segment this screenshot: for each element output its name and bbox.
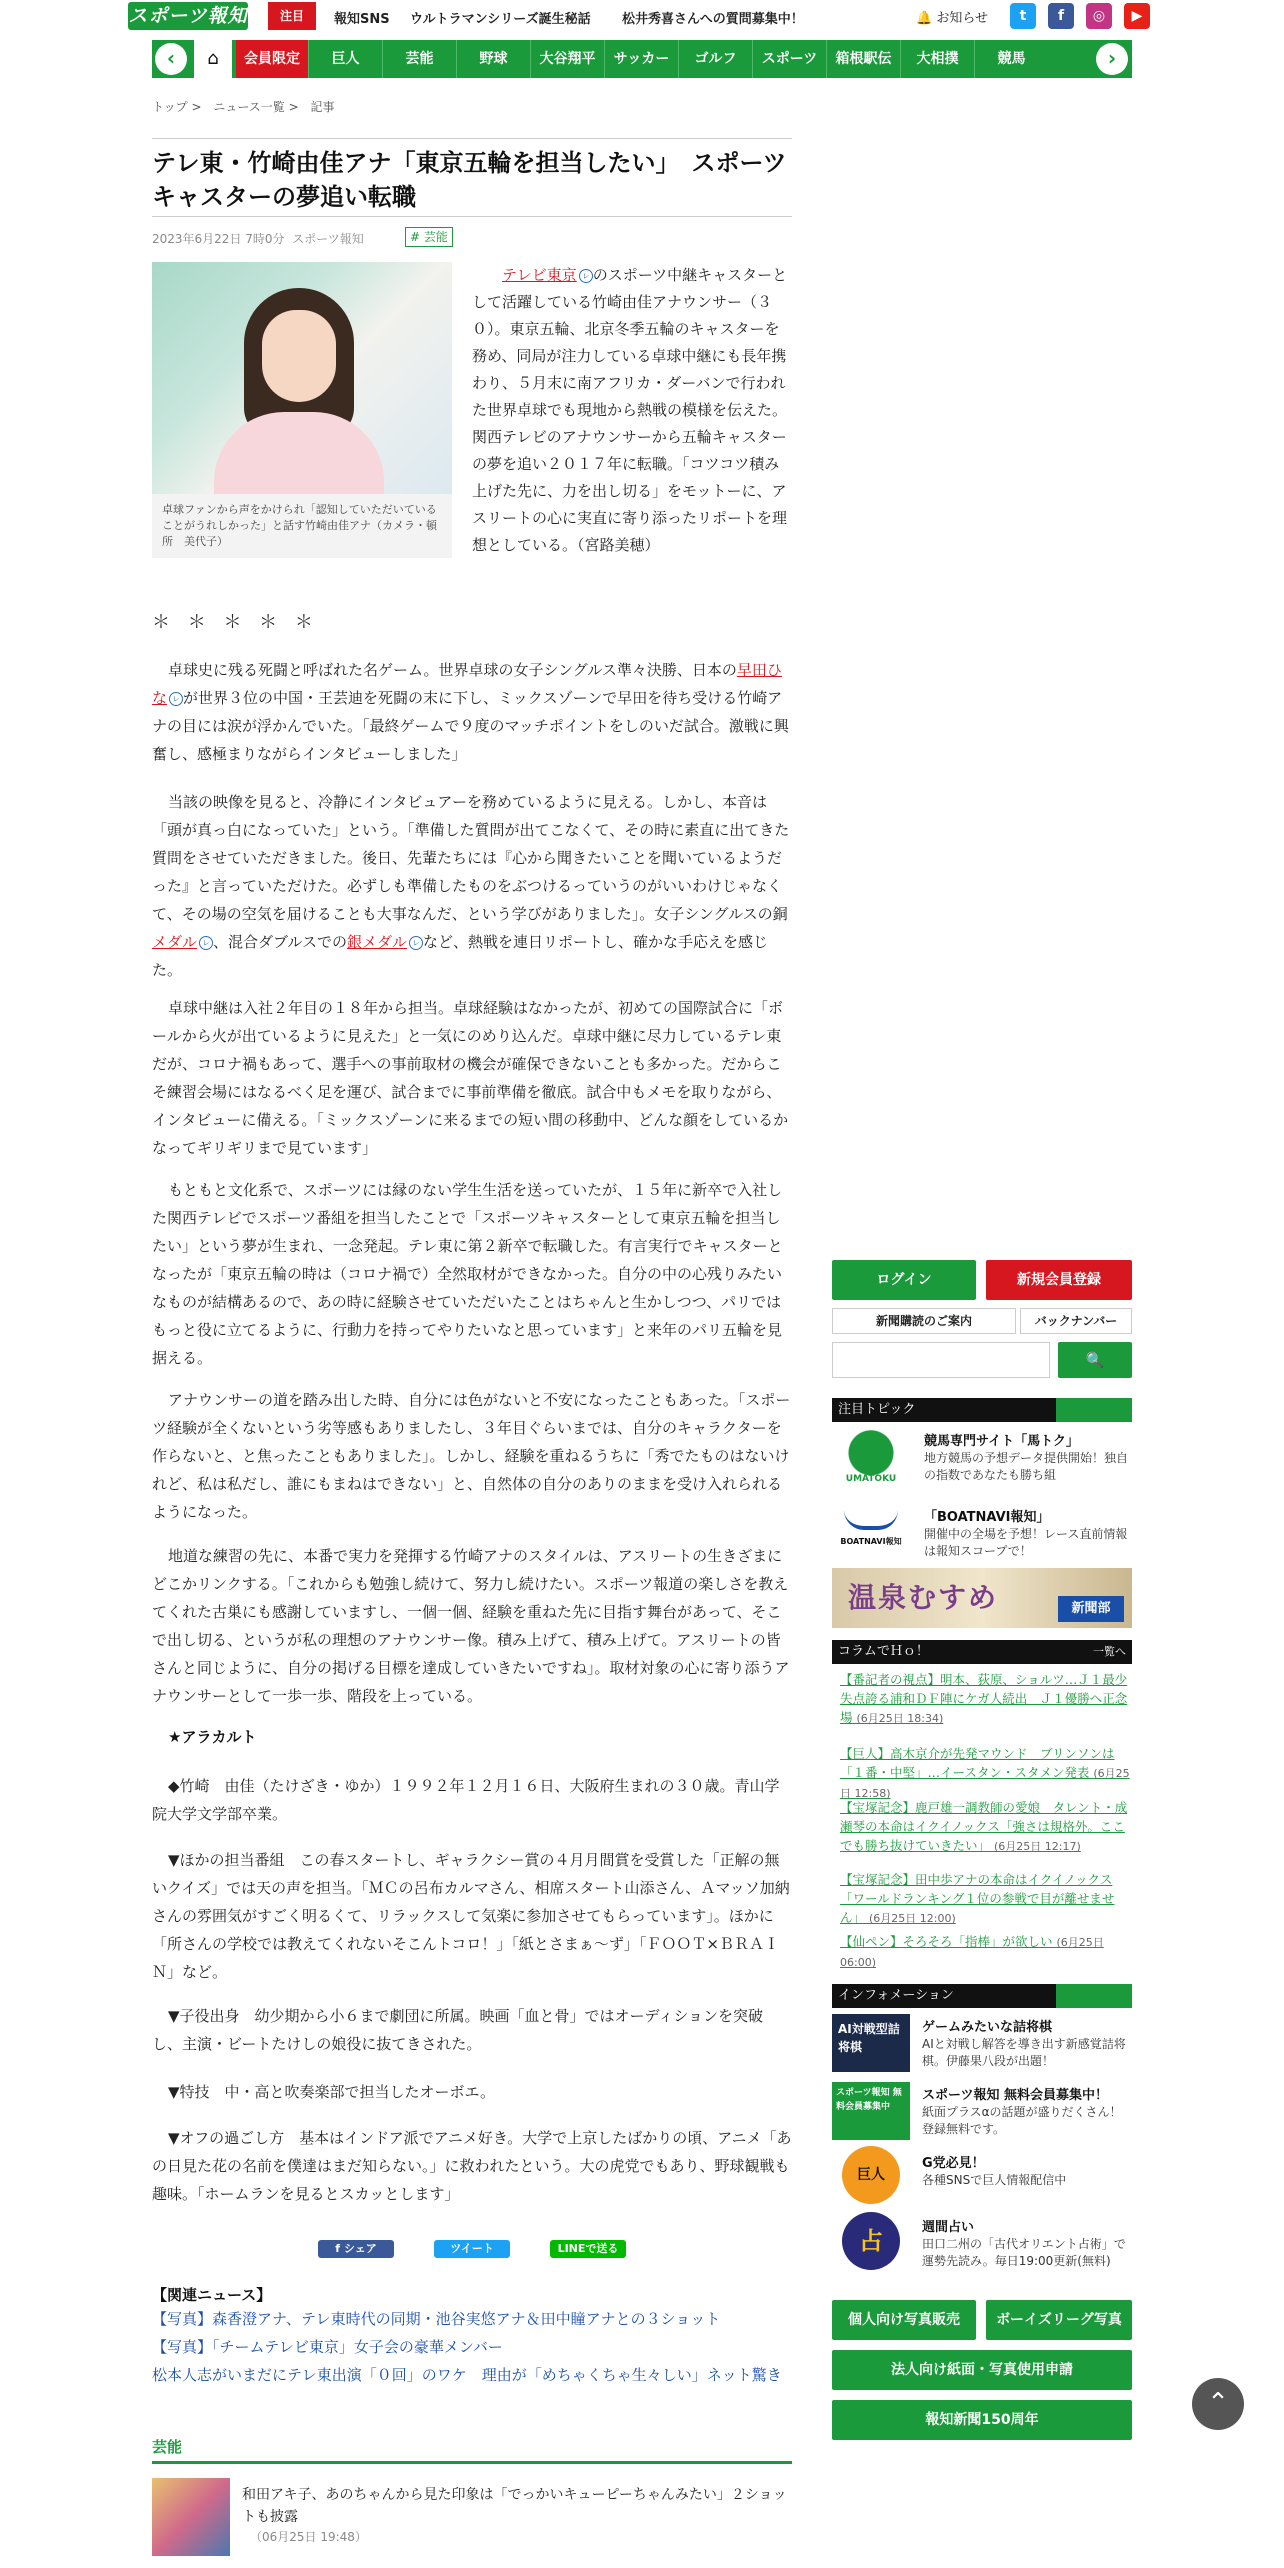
column-heading-label: コラムでＨｏ！ [838,1644,929,1659]
external-link-icon: ㇾ [169,692,183,706]
page-title: テレ東・竹崎由佳アナ「東京五輪を担当したい」 スポーツキャスターの夢追い転職 [152,149,787,211]
alacarte-1 [152,1772,792,1828]
search-input[interactable] [832,1342,1050,1378]
column-item-2[interactable] [840,1744,1130,1803]
info-heading [832,1984,1132,2008]
info-giants-title[interactable]: G党必見！ [922,2156,985,2171]
topics-heading-label: 注目トピック [838,1402,916,1417]
alacarte-5 [152,2124,792,2208]
column-item-text: 【巨人】高木京介が先発マウンド ブリンソンは「１番・中堅」…イースタン・スタメン発表 [840,1746,1115,1780]
corporate-photo-button[interactable]: 法人向け紙面・写真使用申請 [832,2350,1132,2390]
alacarte-4 [152,2078,792,2106]
breadcrumb-sep: > [191,100,202,114]
title-rule-top [152,138,792,139]
topic-boatnavi-title[interactable]: 「BOATNAVI報知」 [924,1510,1050,1525]
register-button[interactable]: 新規会員登録 [986,1260,1132,1300]
facebook-icon[interactable]: f [1048,3,1074,29]
info-shogi-desc: AIと対戦し解答を導き出す新感覚詰将棋。伊藤果八段が出題！ [922,2037,1126,2068]
login-button[interactable]: ログイン [832,1260,976,1300]
alacarte-heading: ★アラカルト [168,1728,257,1746]
onsen-musume-banner-text: 温泉むすめ [848,1581,999,1614]
p4-text: もともと文化系で、スポーツには縁のない学生生活を送っていたが、１５年に新卒で入社した関西テレビでスポーツ番組を担当したことで「スポーツキャスターとして東京五輪を担当したい」という夢が生まれ、一念発起。テレ東に第２新卒で転職した。有言実行でキャスターとなったが「東京五輪の時は（コロナ禍で）全然取材ができなかった。自分の中の心残りみたいなものが結構あるので、あの時に経験させていただいたことはちゃんと生かしつつ、パリではもっと役に立てるように、行動力を持ってやりたいなと思っています」と来年のパリ五輪を見据える。 [152,1181,783,1367]
umatoku-logo[interactable] [836,1428,906,1490]
search-icon[interactable]: 🔍 [1058,1342,1132,1378]
paragraph-1 [152,656,792,768]
hochi-150-button[interactable]: 報知新聞150周年 [832,2400,1132,2440]
photo-caption: 卓球ファンから声をかけられ「認知していただいていることがうれしかった」と話す竹崎由佳アナ（カメラ・頓所 美代子） [162,503,437,548]
a3-text: ▼子役出身 幼少期から小６まで劇団に所属。映画「血と骨」ではオーディションを突破し、主演・ビートたけしの娘役に抜てきされた。 [152,2007,764,2053]
boatnavi-logo-text: BOATNAVI報知 [840,1537,902,1546]
nav-item-keiba[interactable]: 競馬 [974,40,1048,78]
external-link-icon: ㇾ [409,936,423,950]
notice-link[interactable] [916,7,988,26]
nav-item-golf[interactable]: ゴルフ [678,40,752,78]
topic-umatoku-title[interactable]: 競馬専門サイト「馬トク」 [924,1434,1079,1449]
link-hayata[interactable]: 早田ひな [152,661,782,707]
instagram-icon[interactable]: ◎ [1086,3,1112,29]
breadcrumb-sep: > [288,100,299,114]
chumoku-badge: 注目 [268,2,316,30]
fortune-icon[interactable]: 占 [842,2212,900,2270]
column-item-time: (6月25日 12:00) [869,1912,956,1925]
notice-label: お知らせ [936,11,988,26]
geino-news-thumbnail[interactable] [152,2478,230,2556]
related-link-3[interactable]: 松本人志がいまだにテレ東出演「０回」のワケ 理由が「めちゃくちゃ生々しい」ネット驚き [152,2366,782,2384]
lead-paragraph [472,262,792,559]
link-medal[interactable]: メダル [152,933,198,951]
tweet-button[interactable]: ツイート [434,2240,510,2258]
column-item-time: (6月25日 12:17) [994,1840,1081,1853]
paragraph-6 [152,1542,792,1710]
alacarte-3 [152,2002,792,2058]
column-more-link[interactable]: 一覧へ [1093,1645,1126,1658]
p2-text-c: など、熱戦を連日リポートし、確かな手応えを感じた。 [152,933,768,979]
main-nav [152,40,1132,78]
subscribe-button[interactable]: 新聞購読のご案内 [832,1308,1016,1334]
paragraph-3 [152,994,792,1162]
a5-text: ▼オフの過ごし方 基本はインドア派でアニメ好き。大学で上京したばかりの頃、アニメ「あの日見た花の名前を僕達はまだ知らない。」に救われたという。大の虎党でもあり、野球観戦も趣味。「ホームランを見るとスカッとします」 [152,2129,792,2203]
youtube-icon[interactable]: ▶ [1124,3,1150,29]
info-giants-desc: 各種SNSで巨人情報配信中 [922,2173,1067,2187]
paragraph-5 [152,1386,792,1526]
backnumber-button[interactable]: バックナンバー [1020,1308,1132,1334]
column-item-text: 【宝塚記念】鹿戸雄一調教師の愛娘 タレント・成瀬琴の本命はイクイノックス「強さは規格外。ここでも勝ち抜けていきたい」 [840,1800,1128,1853]
section-stars: ＊ ＊ ＊ ＊ ＊ [152,612,319,633]
column-item-text: 【仙ペン】そろそろ「指棒」が欲しい [840,1934,1053,1949]
p6-text: 地道な練習の先に、本番で実力を発揮する竹崎アナのスタイルは、アスリートの生きざまにどこかリンクする。「これからも勉強し続けて、努力し続けたい。スポーツ報道の楽しさを教えてくれた古巣にも感謝していますし、一個一個、経験を重ねた先に目指す舞台があって、そこで出し切る、というが私の理想のアナウンサー像。積み上げて、積み上げて。アスリートの皆さんと同じように、自分の掲げる目標を達成していきたいですね」。取材対象の心に寄り添うアナウンサーとして一歩一歩、階段を上っている。 [152,1547,790,1705]
heading-accent [1056,1398,1132,1422]
lead-text: のスポーツ中継キャスターとして活躍している竹崎由佳アナウンサー（３０）。東京五輪、北京冬季五輪のキャスターを務め、同局が注力している卓球中継にも長年携わり、５月末に南アフリカ・ダーバンで行われた世界卓球でも現地から熱戦の模様を伝えた。関西テレビのアナウンサーから五輪キャスターの夢を追い２０１７年に転職。「コツコツ積み上げた先に、力を出し切る」をモットーに、アスリートの心に実直に寄り添ったリポートを理想としている。（宮路美穂） [472,266,788,554]
p1-text-b: が世界３位の中国・王芸迪を死闘の末に下し、ミックスゾーンで早田を待ち受ける竹崎アナの目には涙が浮かんでいた。「最終ゲームで９度のマッチポイントをしのいだ試合。激戦に興奮し、感極まりながらインタビューしました」 [152,689,789,763]
breadcrumb-current: 記事 [310,100,335,114]
breadcrumb-top[interactable]: トップ [152,100,188,114]
topics-heading [832,1398,1132,1422]
photo-face [262,310,336,402]
article-tag[interactable]: # 芸能 [405,227,453,247]
info-shogi-title[interactable]: ゲームみたいな詰将棋 [922,2020,1053,2035]
nav-item-geino[interactable]: 芸能 [382,40,456,78]
photo-body [214,412,384,494]
info-fortune-desc: 田口二州の「古代オリエント占術」で運勢先読み。毎日19:00更新(無料) [922,2237,1126,2268]
nav-item-member[interactable]: 会員限定 [236,40,308,78]
boatnavi-logo[interactable] [836,1500,906,1562]
nav-item-soccer[interactable]: サッカー [604,40,678,78]
nav-item-sumo[interactable]: 大相撲 [900,40,974,78]
link-tv-tokyo[interactable]: テレビ東京 [502,266,577,284]
column-item-time: (6月25日 18:34) [856,1712,944,1725]
column-heading [832,1640,1132,1664]
top-news-sns[interactable]: 報知SNS [334,12,390,27]
article-date: 2023年6月22日 7時0分 [152,232,285,246]
related-link-1[interactable]: 【写真】森香澄アナ、テレ東時代の同期・池谷実悠アナ＆田中瞳アナとの３ショット [152,2310,721,2328]
geino-section-heading: 芸能 [152,2436,792,2464]
boat-shape [844,1510,898,1530]
top-news-matsui[interactable]: 松井秀喜さんへの質問募集中！ [622,12,804,27]
title-rule-bottom [152,216,792,217]
p3-text: 卓球中継は入社２年目の１８年から担当。卓球経験はなかったが、初めての国際試合に「ボールから火が出ているように見えた」と一気にのめり込んだ。卓球中継に尽力しているテレ東だが、コロナ禍もあって、選手への事前取材の機会が確保できないことも多かった。だからこそ練習会場にはなるべく足を運び、試合までに事前準備を徹底。試合中もメモを取りながら、インタビューに備える。「ミックスゾーンに来るまでの短い間の移動中、どんな顔をしているかなってギリギリまで見ています」 [152,999,789,1157]
breadcrumb-news[interactable]: ニュース一覧 [213,100,285,114]
info-member-title[interactable]: スポーツ報知 無料会員募集中！ [922,2088,1109,2103]
geino-news-title[interactable]: 和田アキ子、あのちゃんから見た印象は「でっかいキューピーちゃんみたい」２ショットも披露 [242,2487,787,2525]
article-meta [152,230,364,247]
a1-text: ◆竹崎 由佳（たけざき・ゆか）１９９２年１２月１６日、大阪府生まれの３０歳。青山学院大学文学部卒業。 [152,1777,780,1823]
related-heading: 【関連ニュース】 [152,2286,272,2304]
alacarte-2 [152,1846,792,1986]
site-logo[interactable]: スポーツ報知 [128,2,248,30]
info-heading-label: インフォメーション [838,1988,954,2003]
info-member-desc: 紙面プラスαの話題が盛りだくさん！登録無料です。 [922,2105,1122,2136]
free-member-icon[interactable]: スポーツ報知 無料会員募集中 [832,2082,910,2140]
nav-item-sports[interactable]: スポーツ [752,40,826,78]
a4-text: ▼特技 中・高と吹奏楽部で担当したオーボエ。 [168,2083,495,2101]
heading-accent [1056,1984,1132,2008]
paragraph-4 [152,1176,792,1372]
column-item-4[interactable] [840,1870,1130,1928]
column-item-time: (6月25日 06:00) [840,1936,1104,1969]
nav-item-hakone[interactable]: 箱根駅伝 [826,40,900,78]
home-icon[interactable]: ⌂ [194,40,232,78]
paragraph-2 [152,788,792,984]
topic-umatoku-desc: 地方競馬の予想データ提供開始！独自の指数であなたも勝ち組 [924,1451,1129,1482]
bell-icon: 🔔 [916,11,933,26]
p1-text-a: 卓球史に残る死闘と呼ばれた名ゲーム。世界卓球の女子シングルス準々決勝、日本の [168,661,737,679]
onsen-musume-banner-sub: 新聞部 [1058,1596,1124,1622]
article-source: スポーツ報知 [292,232,364,246]
column-item-text: 【宝塚記念】田中歩アナの本命はイクイノックス「ワールドランキング１位の参戦で目が離せません」 [840,1872,1115,1925]
giants-icon[interactable]: 巨人 [842,2146,900,2204]
column-item-3[interactable] [840,1798,1130,1856]
article-photo[interactable] [152,262,452,494]
top-bar [0,0,1284,34]
geino-news-time: （06月25日 19:48） [250,2530,367,2544]
boys-league-photo-button[interactable]: ボーイズリーグ写真 [986,2300,1132,2340]
p5-text: アナウンサーの道を踏み出した時、自分には色がないと不安になったこともあった。「スポーツ経験が全くないという劣等感もありましたし、３年目ぐらいまでは、自分のキャラクターを作らないと、と焦ったこともありました」。しかし、経験を重ねるうちに「秀でたものはないけれど、私は私だし、誰にもまねはできない」と、自然体の自分のありのままを受け入れられるようになった。 [152,1391,791,1521]
line-share-button[interactable]: LINEで送る [550,2240,626,2258]
shogi-icon[interactable]: AI対戦型詰将棋 [832,2014,910,2072]
external-link-icon: ㇾ [199,936,213,950]
nav-next-icon[interactable]: › [1096,43,1128,75]
nav-item-ohtani[interactable]: 大谷翔平 [530,40,604,78]
column-item-5[interactable] [840,1932,1130,1972]
a2-text: ▼ほかの担当番組 この春スタートし、ギャラクシー賞の４月月間賞を受賞した「正解の無いクイズ」では天の声を担当。「ＭＣの呂布カルマさん、相席スタート山添さん、Ａマッソ加納さんの雰囲気がすごく明るくて、リラックスして気楽に参加させてもらっています」。ほかに「所さんの学校では教えてくれないそこんトコロ！」「紙とさまぁ～ず」「ＦＯＯＴ×ＢＲＡＩＮ」など。 [152,1851,790,1981]
related-link-2[interactable]: 【写真】「チームテレビ東京」女子会の豪華メンバー [152,2338,503,2356]
breadcrumb [152,98,343,115]
link-silver-medal[interactable]: 銀メダル [346,933,407,951]
p2-text-a: 当該の映像を見ると、冷静にインタビュアーを務めているように見える。しかし、本音は「頭が真っ白になっていた」という。「準備した質問が出てこなくて、その時に素直に出てきた質問をさせていただきました。後日、先輩たちには『心から聞きたいことを聞いているようだった』と言っていただけた。必ずしも準備したものをぶつけるっていうのがいいわけじゃなくて、その場の空気を届けることも大事なんだ、という学びがありました」。女子シングルスの銅 [152,793,790,923]
umatoku-logo-text: UMATOKU [845,1474,897,1484]
facebook-share-button[interactable]: f シェア [318,2240,394,2258]
photo-figure [152,262,452,558]
back-to-top-icon[interactable]: ⌃ [1192,2378,1244,2430]
p2-text-b: 、混合ダブルスでの [213,933,347,951]
photo-sale-button[interactable]: 個人向け写真販売 [832,2300,976,2340]
twitter-icon[interactable]: t [1010,3,1036,29]
column-item-time: (6月25日 12:58) [840,1767,1130,1800]
topic-boatnavi-desc: 開催中の全場を予想！レース直前情報は報知スコープで！ [924,1527,1128,1558]
external-link-icon: ㇾ [579,269,593,283]
column-item-text: 【番記者の視点】明本、荻原、ショルツ…Ｊ１最少失点誇る浦和ＤＦ陣にケガ人続出 Ｊ１優勝へ正念場 [840,1672,1128,1725]
nav-item-baseball[interactable]: 野球 [456,40,530,78]
info-fortune-title[interactable]: 週間占い [922,2220,975,2235]
top-news-ultraman[interactable]: ウルトラマンシリーズ誕生秘話 [410,12,591,27]
column-item-1[interactable] [840,1670,1130,1728]
nav-prev-icon[interactable]: ‹ [155,43,187,75]
nav-item-giants[interactable]: 巨人 [308,40,382,78]
